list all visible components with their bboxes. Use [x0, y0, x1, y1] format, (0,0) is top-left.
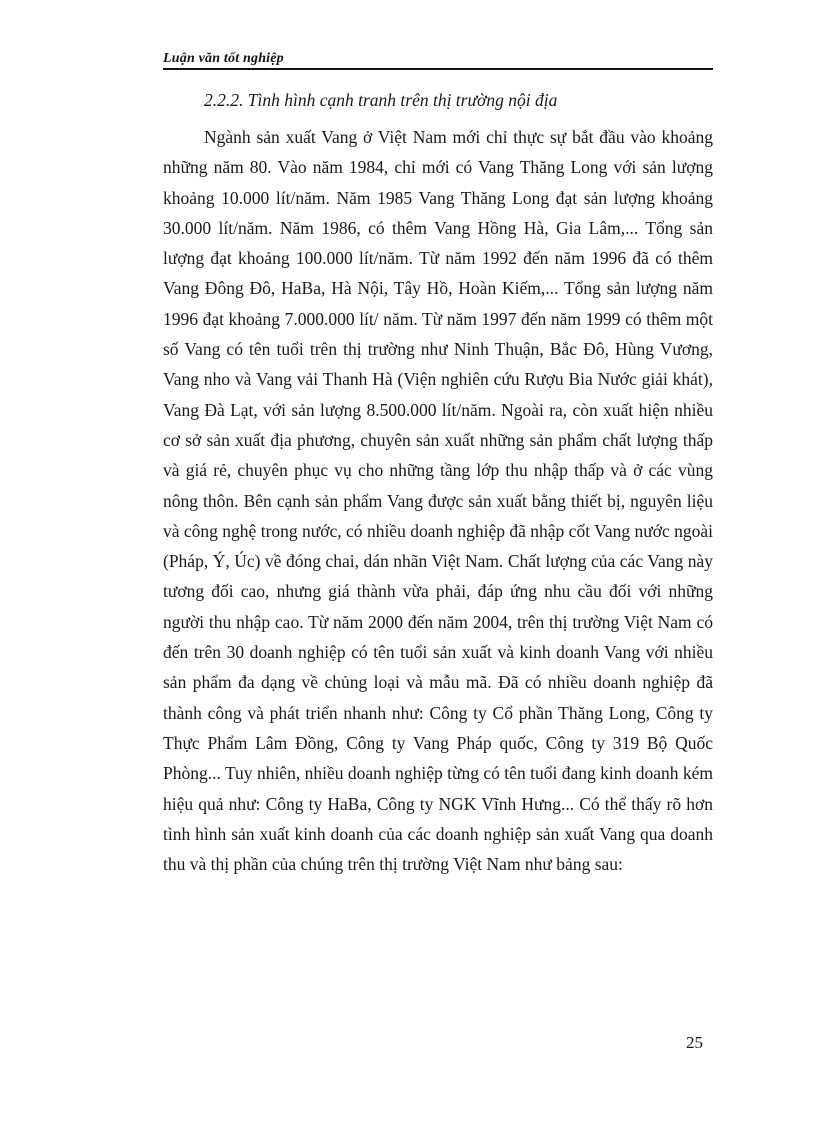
header-title: Luận văn tốt nghiệp: [163, 51, 284, 66]
page-number: 25: [686, 1033, 703, 1052]
section-heading: 2.2.2. Tình hình cạnh tranh trên thị trường nội địa: [204, 90, 558, 110]
page-header: [163, 46, 713, 70]
body-paragraph: Ngành sản xuất Vang ở Việt Nam mới chỉ thực sự bắt đầu vào khoảng những năm 80. Vào năm 1984, chỉ mới có Vang Thăng Long với sản lượng khoảng 10.000 lít/năm. Năm 1985 Vang Thăng Long đạt sản lượng khoảng 30.000 lít/năm. Năm 1986, có thêm Vang Hồng Hà, Gia Lâm,... Tổng sản lượng đạt khoảng 100.000 lít/năm. Từ năm 1992 đến năm 1996 đã có thêm Vang Đông Đô, HaBa, Hà Nội, Tây Hồ, Hoàn Kiếm,... Tổng sản lượng năm 1996 đạt khoảng 7.000.000 lít/ năm. Từ năm 1997 đến năm 1999 có thêm một số Vang có tên tuổi trên thị trường như Ninh Thuận, Bắc Đô, Hùng Vương, Vang nho và Vang vải Thanh Hà (Viện nghiên cứu Rượu Bia Nước giải khát), Vang Đà Lạt, với sản lượng 8.500.000 lít/năm. Ngoài ra, còn xuất hiện nhiều cơ sở sản xuất địa phương, chuyên sản xuất những sản phẩm chất lượng thấp và giá rẻ, chuyên phục vụ cho những tầng lớp thu nhập thấp và ở các vùng nông thôn. Bên cạnh sản phẩm Vang được sản xuất bằng thiết bị, nguyên liệu và công nghệ trong nước, có nhiều doanh nghiệp đã nhập cốt Vang nước ngoài (Pháp, Ý, Úc) về đóng chai, dán nhãn Việt Nam. Chất lượng của các Vang này tương đối cao, nhưng giá thành vừa phải, đáp ứng nhu cầu đối với những người thu nhập cao. Từ năm 2000 đến năm 2004, trên thị trường Việt Nam có đến trên 30 doanh nghiệp có tên tuổi sản xuất và kinh doanh Vang với nhiều sản phẩm đa dạng về chủng loại và mẫu mã. Đã có nhiều doanh nghiệp đã thành công và phát triển nhanh như: Công ty Cổ phần Thăng Long, Công ty Thực Phẩm Lâm Đồng, Công ty Vang Pháp quốc, Công ty 319 Bộ Quốc Phòng... Tuy nhiên, nhiều doanh nghiệp từng có tên tuổi đang kinh doanh kém hiệu quả như: Công ty HaBa, Công ty NGK Vĩnh Hưng... Có thể thấy rõ hơn tình hình sản xuất kinh doanh của các doanh nghiệp sản xuất Vang qua doanh thu và thị phần của chúng trên thị trường Việt Nam như bảng sau:: [163, 127, 713, 875]
